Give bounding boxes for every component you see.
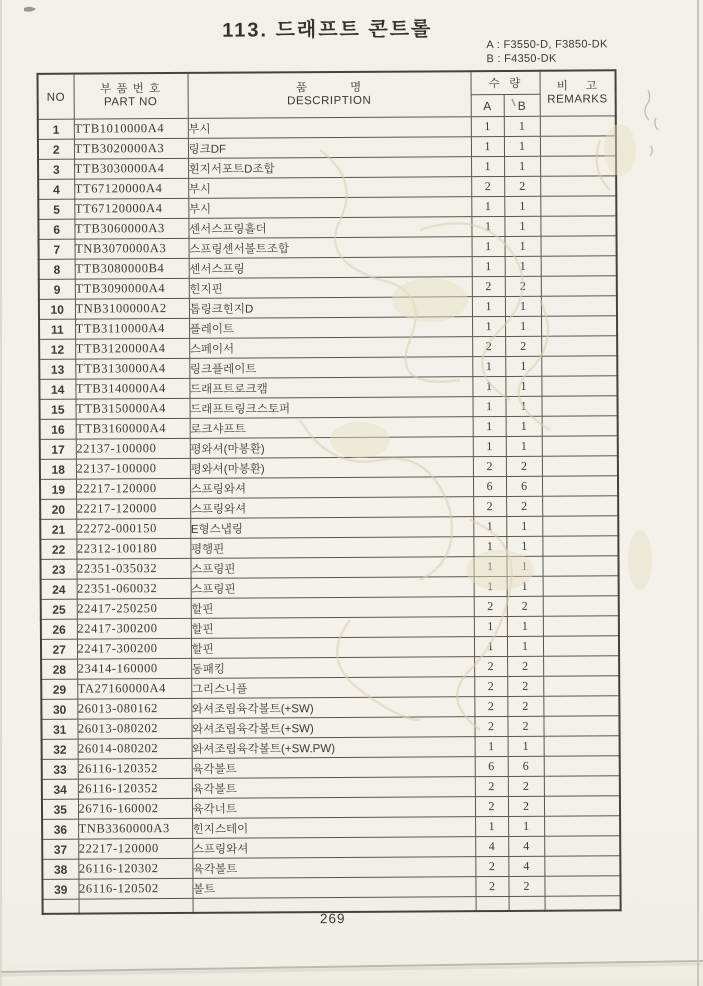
description-cell: 센서스프링	[189, 257, 472, 279]
part-number-cell: 22217-120000	[76, 478, 190, 499]
row-number-cell: 28	[41, 659, 77, 679]
row-number-cell: 15	[40, 399, 76, 419]
description-cell: 동패킹	[191, 657, 474, 679]
qty-a-cell: 1	[475, 816, 508, 836]
part-number-cell: TT67120000A4	[74, 178, 188, 199]
description-cell: 스페이서	[189, 337, 472, 359]
qty-a-cell: 1	[472, 256, 505, 276]
qty-a-cell: 1	[472, 396, 505, 416]
qty-a-cell: 1	[474, 636, 507, 656]
part-number-cell: 22217-120000	[78, 838, 192, 859]
row-number-cell: 31	[41, 719, 77, 739]
remarks-cell	[541, 256, 617, 276]
row-number-cell: 22	[40, 539, 76, 559]
qty-a-cell: 1	[473, 416, 506, 436]
part-number-cell: 26116-120302	[78, 858, 192, 879]
remarks-cell	[542, 416, 618, 436]
part-number-cell: 22217-120000	[76, 498, 190, 519]
description-cell: 톱링크힌지D	[189, 297, 472, 319]
remarks-cell	[542, 536, 618, 556]
row-number-cell: 3	[38, 159, 74, 179]
header-qty-b: B	[504, 94, 540, 116]
row-number-cell: 2	[38, 139, 74, 159]
qty-b-cell: 1	[504, 116, 540, 136]
qty-b-cell: 1	[508, 736, 544, 756]
qty-a-cell: 1	[473, 516, 506, 536]
part-number-cell: 22272-000150	[76, 518, 190, 539]
qty-a-cell: 1	[474, 616, 507, 636]
description-cell: 평행핀	[190, 537, 473, 559]
description-cell: 와셔조립육각볼트(+SW)	[191, 717, 474, 739]
row-number-cell: 17	[40, 439, 76, 459]
remarks-cell	[544, 736, 620, 756]
part-number-cell: 22351-060032	[77, 578, 191, 599]
qty-a-cell: 1	[471, 196, 504, 216]
qty-b-cell: 1	[504, 136, 540, 156]
part-number-cell: 26116-120352	[78, 778, 192, 799]
header-part-no-ko: 부 품 번 호	[100, 83, 162, 96]
description-cell: 스프링와셔	[190, 497, 473, 519]
header-description-en: DESCRIPTION	[287, 94, 372, 108]
row-number-cell: 5	[38, 199, 74, 219]
remarks-cell	[544, 756, 620, 776]
description-cell: 스프링센서볼트조합	[189, 237, 472, 259]
qty-b-cell: 2	[505, 336, 541, 356]
header-description-ko: 품 명	[295, 81, 363, 95]
row-number-cell: 18	[40, 459, 76, 479]
header-quantity-ko: 수 량	[488, 77, 522, 91]
part-number-cell: TTB3140000A4	[75, 378, 189, 399]
part-number-cell: TTB3120000A4	[75, 338, 189, 359]
qty-b-cell: 1	[508, 816, 544, 836]
remarks-cell	[540, 196, 616, 216]
empty-cell	[509, 896, 545, 911]
qty-b-cell: 2	[507, 716, 543, 736]
row-number-cell: 29	[41, 679, 77, 699]
remarks-cell	[543, 596, 619, 616]
description-cell: 드래프트링크스토퍼	[189, 397, 472, 419]
description-cell: 부시	[188, 117, 471, 139]
qty-a-cell: 2	[475, 776, 508, 796]
qty-a-cell: 2	[475, 796, 508, 816]
header-remarks-en: REMARKS	[547, 93, 608, 106]
qty-a-cell: 2	[473, 456, 506, 476]
description-cell: 평와셔(마봉환)	[190, 457, 473, 479]
variant-note-a: A : F3550-D, F3850-DK	[486, 38, 608, 52]
remarks-cell	[544, 856, 620, 876]
remarks-cell	[543, 696, 619, 716]
model-variant-notes	[486, 37, 607, 66]
header-part-no	[74, 73, 188, 119]
row-number-cell: 19	[40, 479, 76, 499]
qty-a-cell: 1	[471, 116, 504, 136]
row-number-cell: 33	[42, 759, 78, 779]
qty-b-cell: 2	[504, 176, 540, 196]
header-qty-a: A	[471, 94, 504, 116]
qty-b-cell: 2	[508, 876, 544, 896]
row-number-cell: 23	[40, 559, 76, 579]
remarks-cell	[544, 876, 620, 896]
remarks-cell	[542, 516, 618, 536]
qty-a-cell: 1	[473, 536, 506, 556]
page-title: 113. 드래프트 콘트롤	[222, 18, 433, 42]
qty-a-cell: 2	[474, 716, 507, 736]
remarks-cell	[544, 816, 620, 836]
row-number-cell: 37	[42, 839, 78, 859]
part-number-cell: TTB3060000A3	[74, 218, 188, 239]
part-number-cell: TNB3360000A3	[78, 818, 192, 839]
qty-a-cell: 1	[471, 216, 504, 236]
qty-b-cell: 1	[506, 516, 542, 536]
description-cell: 육각볼트	[192, 777, 475, 799]
row-number-cell: 1	[38, 119, 74, 139]
qty-b-cell: 1	[505, 256, 541, 276]
part-number-cell: TT67120000A4	[74, 198, 188, 219]
qty-b-cell: 2	[506, 496, 542, 516]
description-cell: 힌지핀	[189, 277, 472, 299]
qty-a-cell: 1	[472, 296, 505, 316]
remarks-cell	[541, 296, 617, 316]
row-number-cell: 36	[42, 819, 78, 839]
part-number-cell: TNB3100000A2	[75, 298, 189, 319]
row-number-cell: 6	[38, 219, 74, 239]
row-number-cell: 38	[42, 859, 78, 879]
remarks-cell	[542, 456, 618, 476]
description-cell: 그리스니플	[191, 677, 474, 699]
remarks-cell	[542, 476, 618, 496]
qty-b-cell: 1	[506, 416, 542, 436]
header-no-label: NO	[46, 91, 66, 104]
row-number-cell: 9	[39, 279, 75, 299]
remarks-cell	[542, 396, 618, 416]
part-number-cell: TTB3130000A4	[75, 358, 189, 379]
qty-b-cell: 1	[505, 396, 541, 416]
description-cell: 드래프트로크캠	[189, 377, 472, 399]
qty-b-cell: 1	[507, 576, 543, 596]
remarks-cell	[542, 436, 618, 456]
qty-a-cell: 1	[473, 556, 506, 576]
qty-b-cell: 6	[508, 756, 544, 776]
qty-b-cell: 1	[505, 316, 541, 336]
row-number-cell: 16	[40, 419, 76, 439]
row-number-cell: 12	[39, 339, 75, 359]
qty-b-cell: 1	[507, 636, 543, 656]
description-cell: 로크샤프트	[190, 417, 473, 439]
row-number-cell: 34	[42, 779, 78, 799]
row-number-cell: 13	[39, 359, 75, 379]
header-no	[38, 74, 74, 120]
remarks-cell	[541, 316, 617, 336]
row-number-cell: 10	[39, 299, 75, 319]
qty-b-cell: 2	[507, 596, 543, 616]
qty-b-cell: 2	[508, 776, 544, 796]
row-number-cell: 11	[39, 319, 75, 339]
description-cell: 링크DF	[188, 137, 471, 159]
qty-b-cell: 2	[507, 696, 543, 716]
qty-b-cell: 1	[506, 436, 542, 456]
description-cell: 육각너트	[192, 797, 475, 819]
header-part-no-en: PART NO	[103, 96, 158, 109]
qty-a-cell: 2	[474, 696, 507, 716]
part-number-cell: 22417-300200	[77, 638, 191, 659]
description-cell: 플레이트	[189, 317, 472, 339]
remarks-cell	[544, 776, 620, 796]
qty-b-cell: 2	[506, 456, 542, 476]
remarks-cell	[541, 356, 617, 376]
remarks-cell	[540, 176, 616, 196]
description-cell: 육각볼트	[192, 757, 475, 779]
description-cell: 와셔조립육각볼트(+SW.PW)	[192, 737, 475, 759]
part-number-cell: TTB3090000A4	[75, 278, 189, 299]
part-number-cell: 26013-080202	[77, 718, 191, 739]
part-number-cell: TTB3020000A3	[74, 138, 188, 159]
qty-b-cell: 1	[504, 216, 540, 236]
description-cell: 힌지스테이	[192, 817, 475, 839]
qty-a-cell: 1	[471, 136, 504, 156]
part-number-cell: TTB3030000A4	[74, 158, 188, 179]
qty-a-cell: 2	[472, 336, 505, 356]
qty-a-cell: 1	[471, 156, 504, 176]
qty-b-cell: 1	[506, 556, 542, 576]
qty-b-cell: 1	[505, 356, 541, 376]
qty-b-cell: 2	[507, 676, 543, 696]
part-number-cell: 22417-250250	[77, 598, 191, 619]
part-number-cell: TTB1010000A4	[74, 118, 188, 139]
remarks-cell	[540, 216, 616, 236]
row-number-cell: 14	[39, 379, 75, 399]
qty-a-cell: 2	[474, 596, 507, 616]
qty-b-cell: 1	[506, 536, 542, 556]
header-description	[188, 71, 471, 118]
qty-b-cell: 1	[505, 376, 541, 396]
row-number-cell: 26	[41, 619, 77, 639]
qty-a-cell: 1	[472, 236, 505, 256]
remarks-cell	[542, 556, 618, 576]
qty-a-cell: 2	[472, 276, 505, 296]
part-number-cell: 22137-100000	[76, 458, 190, 479]
part-number-cell: 26013-080162	[77, 698, 191, 719]
row-number-cell: 8	[39, 259, 75, 279]
description-cell: 평와셔(마봉환)	[190, 437, 473, 459]
qty-b-cell: 1	[505, 296, 541, 316]
remarks-cell	[540, 116, 616, 136]
remarks-cell	[540, 136, 616, 156]
qty-a-cell: 2	[471, 176, 504, 196]
qty-b-cell: 4	[508, 856, 544, 876]
qty-a-cell: 6	[473, 476, 506, 496]
remarks-cell	[542, 496, 618, 516]
remarks-cell	[544, 836, 620, 856]
part-number-cell: 22417-300200	[77, 618, 191, 639]
description-cell: 센서스프링홀더	[188, 217, 471, 239]
remarks-cell	[541, 336, 617, 356]
description-cell: 육각볼트	[192, 857, 475, 879]
part-number-cell: TA27160000A4	[77, 678, 191, 699]
header-remarks-ko: 비 고	[556, 80, 598, 93]
qty-a-cell: 2	[473, 496, 506, 516]
qty-a-cell: 1	[472, 376, 505, 396]
page-number: 269	[319, 910, 346, 927]
part-number-cell: 22312-100180	[76, 538, 190, 559]
description-cell: 와셔조립육각볼트(+SW)	[191, 697, 474, 719]
qty-a-cell: 2	[474, 656, 507, 676]
qty-b-cell: 4	[508, 836, 544, 856]
qty-a-cell: 1	[473, 436, 506, 456]
part-number-cell: 23414-160000	[77, 658, 191, 679]
qty-b-cell: 2	[507, 656, 543, 676]
qty-b-cell: 2	[508, 796, 544, 816]
row-number-cell: 20	[40, 499, 76, 519]
description-cell: 부시	[188, 197, 471, 219]
row-number-cell: 39	[42, 879, 78, 899]
row-number-cell: 32	[42, 739, 78, 759]
row-number-cell: 27	[41, 639, 77, 659]
part-number-cell: 22351-035032	[76, 558, 190, 579]
part-number-cell: TTB3080000B4	[75, 258, 189, 279]
part-number-cell: 26116-120502	[78, 878, 192, 899]
description-cell: 볼트	[192, 877, 475, 899]
header-remarks	[540, 70, 616, 116]
description-cell: 부시	[188, 177, 471, 199]
part-number-cell: TTB3150000A4	[76, 398, 190, 419]
row-number-cell: 21	[40, 519, 76, 539]
empty-cell	[43, 899, 79, 914]
qty-a-cell: 1	[472, 316, 505, 336]
qty-a-cell: 6	[475, 756, 508, 776]
description-cell: 스프링와셔	[192, 837, 475, 859]
qty-b-cell: 2	[505, 276, 541, 296]
qty-a-cell: 1	[474, 576, 507, 596]
header-quantity	[471, 71, 540, 95]
description-cell: 링크플레이트	[189, 357, 472, 379]
row-number-cell: 35	[42, 799, 78, 819]
parts-table-body	[38, 116, 621, 900]
qty-a-cell: 1	[472, 356, 505, 376]
qty-a-cell: 1	[475, 736, 508, 756]
part-number-cell: TTB3160000A4	[76, 418, 190, 439]
description-cell: 횐지서포트D조합	[188, 157, 471, 179]
empty-cell	[476, 896, 509, 911]
row-number-cell: 24	[41, 579, 77, 599]
description-cell: 할핀	[191, 617, 474, 639]
remarks-cell	[543, 636, 619, 656]
description-cell: 스프링와셔	[190, 477, 473, 499]
description-cell: E형스냅링	[190, 517, 473, 539]
part-number-cell: 22137-100000	[76, 438, 190, 459]
part-number-cell: TTB3110000A4	[75, 318, 189, 339]
description-cell: 할핀	[191, 597, 474, 619]
description-cell: 스프링핀	[190, 557, 473, 579]
parts-table	[37, 69, 622, 915]
row-number-cell: 25	[41, 599, 77, 619]
remarks-cell	[543, 656, 619, 676]
remarks-cell	[543, 576, 619, 596]
remarks-cell	[541, 376, 617, 396]
remarks-cell	[543, 716, 619, 736]
remarks-cell	[541, 276, 617, 296]
qty-a-cell: 2	[475, 856, 508, 876]
part-number-cell: 26014-080202	[78, 738, 192, 759]
part-number-cell: TNB3070000A3	[75, 238, 189, 259]
qty-a-cell: 2	[474, 676, 507, 696]
qty-b-cell: 6	[506, 476, 542, 496]
remarks-cell	[540, 156, 616, 176]
description-cell: 스프링핀	[191, 577, 474, 599]
parts-table-header	[38, 70, 616, 119]
part-number-cell: 26116-120352	[78, 758, 192, 779]
remarks-cell	[543, 616, 619, 636]
part-number-cell: 26716-160002	[78, 798, 192, 819]
remarks-cell	[543, 676, 619, 696]
remarks-cell	[541, 236, 617, 256]
qty-a-cell: 2	[475, 876, 508, 896]
row-number-cell: 30	[41, 699, 77, 719]
row-number-cell: 7	[39, 239, 75, 259]
remarks-cell	[544, 796, 620, 816]
qty-a-cell: 4	[475, 836, 508, 856]
qty-b-cell: 1	[505, 236, 541, 256]
row-number-cell: 4	[38, 179, 74, 199]
qty-b-cell: 1	[507, 616, 543, 636]
qty-b-cell: 1	[504, 156, 540, 176]
description-cell: 할핀	[191, 637, 474, 659]
variant-note-b: B : F4350-DK	[486, 52, 557, 66]
qty-b-cell: 1	[504, 196, 540, 216]
